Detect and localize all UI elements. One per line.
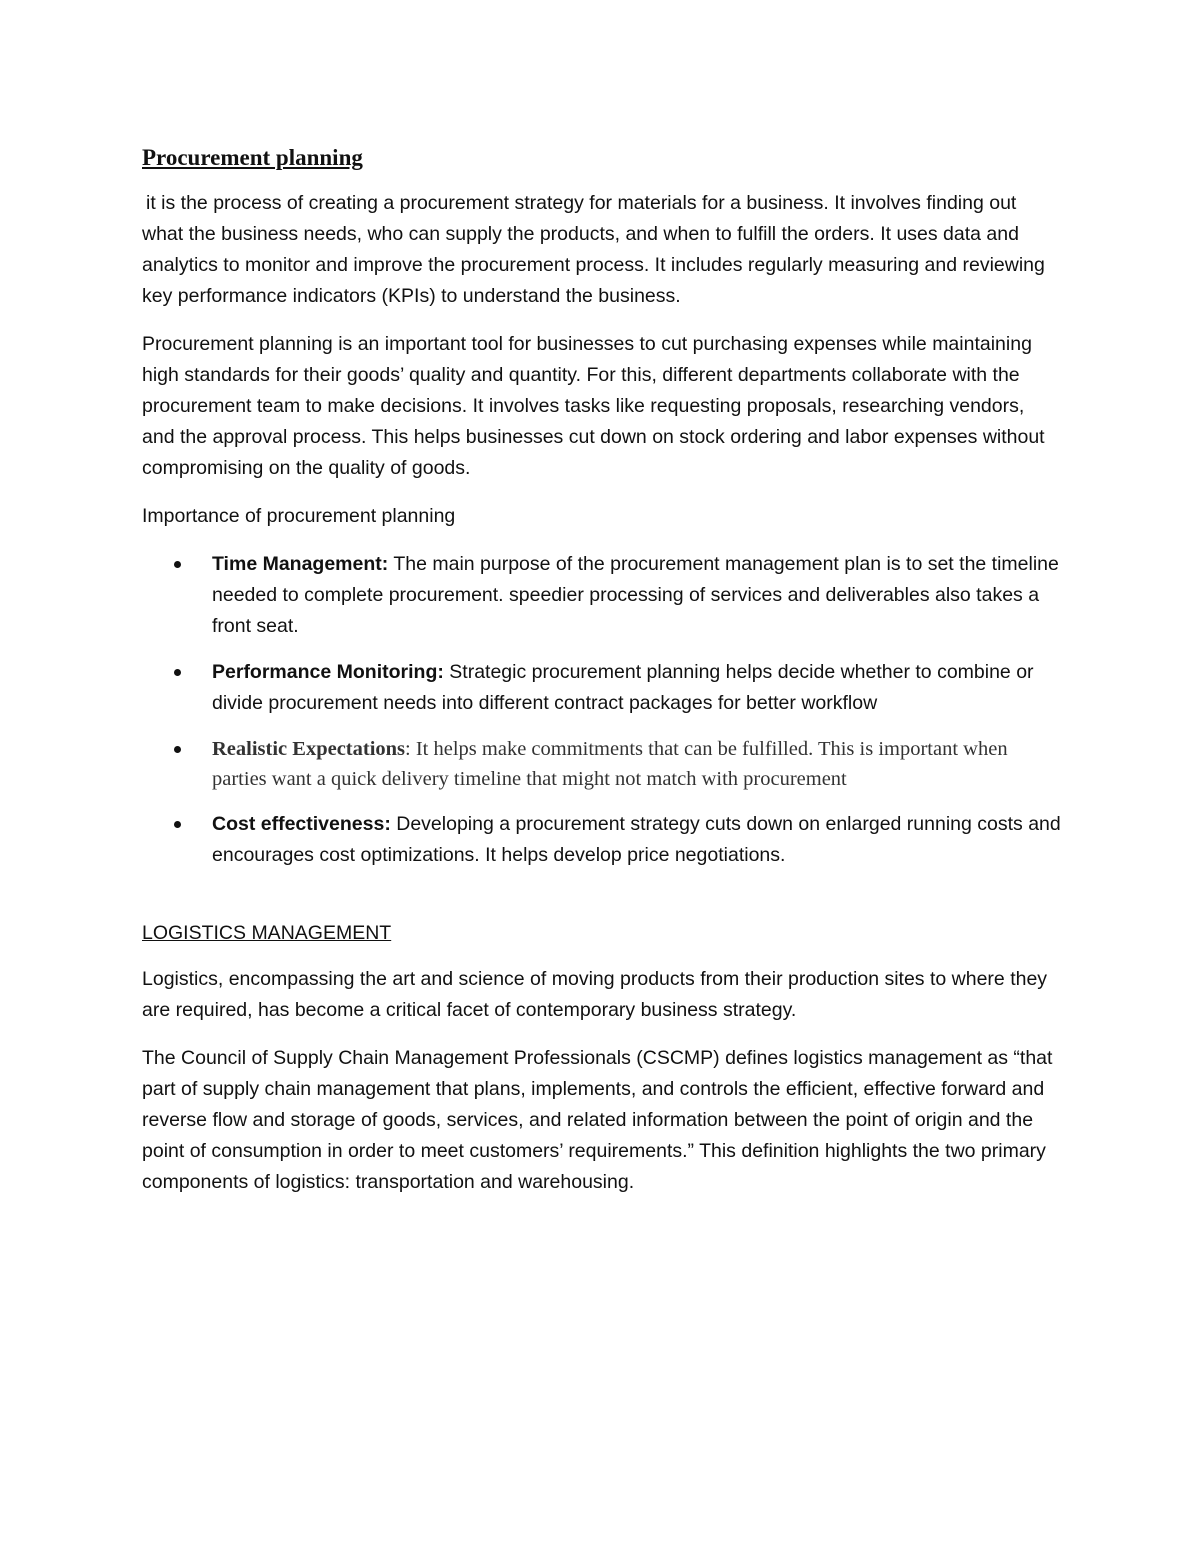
list-item (142, 809, 1062, 871)
logistics-second-paragraph: The Council of Supply Chain Management Professionals (CSCMP) defines logistics management as “that part of supply chain management that plans, implements, and controls the efficient, effective forward and reverse flow and storage of goods, services, and related information between the point of origin and the point of consumption in order to meet customers’ requirements.” This definition highlights the two primary components of logistics: transportation and warehousing. (142, 1047, 1053, 1193)
bullet-icon (174, 669, 181, 676)
list-item-term: Performance Monitoring: (212, 661, 444, 683)
list-item-text: The main purpose of the procurement management plan is to set the timeline needed to complete procurement. speedier processing of services and deliverables also takes a front seat. (212, 553, 1059, 637)
procurement-title: Procurement planning (142, 145, 363, 170)
procurement-intro-paragraph: it is the process of creating a procurement strategy for materials for a business. It involves finding out what the business needs, who can supply the products, and when to fulfill the orders. It uses data and analytics to monitor and improve the procurement process. It includes regularly measuring and reviewing key performance indicators (KPIs) to understand the business. (142, 192, 1045, 307)
bullet-icon (174, 821, 181, 828)
section-spacer (142, 886, 1062, 918)
list-item-text: Strategic procurement planning helps decide whether to combine or divide procurement needs into different contract packages for better workflow (212, 661, 1034, 714)
list-item-text: Developing a procurement strategy cuts down on enlarged running costs and encourages cost optimizations. It helps develop price negotiations. (212, 813, 1061, 866)
list-item-term: Time Management: (212, 553, 389, 575)
logistics-title: LOGISTICS MANAGEMENT (142, 922, 392, 944)
list-item (142, 657, 1062, 719)
list-item-term: Cost effectiveness: (212, 813, 391, 835)
list-item (142, 734, 1062, 794)
list-item-text: : It helps make commitments that can be fulfilled. This is important when parties want a quick delivery timeline that might not match with procurement (212, 738, 1008, 790)
list-item-term: Realistic Expectations (212, 738, 406, 760)
list-item (142, 549, 1062, 642)
importance-list (142, 549, 1062, 871)
bullet-icon (174, 561, 181, 568)
bullet-icon (174, 746, 181, 753)
procurement-second-paragraph: Procurement planning is an important tool for businesses to cut purchasing expenses while maintaining high standards for their goods’ quality and quantity. For this, different departments collaborate with the procurement team to make decisions. It involves tasks like requesting proposals, researching vendors, and the approval process. This helps businesses cut down on stock ordering and labor expenses without compromising on the quality of goods. (142, 333, 1045, 479)
importance-heading: Importance of procurement planning (142, 505, 456, 527)
logistics-first-paragraph: Logistics, encompassing the art and science of moving products from their production sites to where they are required, has become a critical facet of contemporary business strategy. (142, 968, 1048, 1021)
document-page (142, 142, 1062, 1215)
